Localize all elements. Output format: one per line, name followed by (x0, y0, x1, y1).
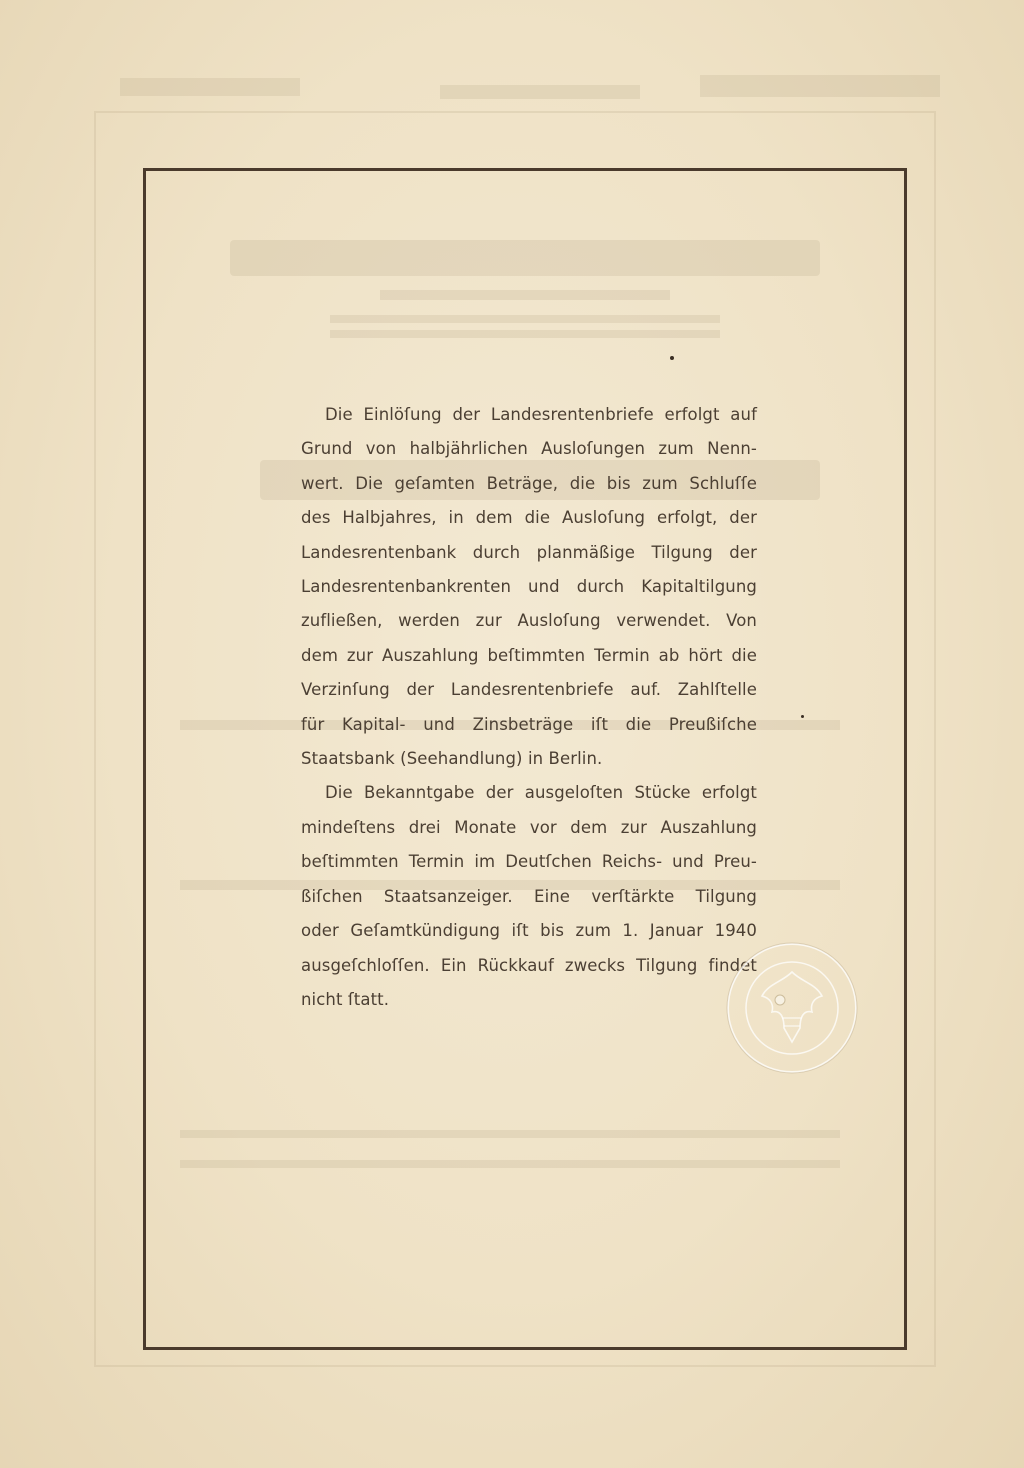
text-line: beſtimmten Termin im Deutſchen Reichs- und Preu- (301, 852, 757, 872)
text-line: nicht ſtatt. (301, 989, 390, 1009)
text-line: für Kapital- und Zinsbeträge iſt die Preußiſche (301, 714, 757, 734)
text-line: Landesrentenbank durch planmäßige Tilgung der (301, 542, 757, 562)
paragraph-redemption (301, 398, 757, 776)
ink-speck (801, 715, 804, 718)
text-line: Die Bekanntgabe der ausgeloſten Stücke erfolgt (325, 783, 757, 803)
text-line: dem zur Auszahlung beſtimmten Termin ab hört die (301, 645, 757, 665)
text-line: Die Einlöſung der Landesrentenbriefe erfolgt auf (325, 405, 757, 424)
text-line: wert. Die geſamten Beträge, die bis zum Schluſſe (301, 473, 757, 493)
text-line: Staatsbank (Seehandlung) in Berlin. (301, 749, 603, 769)
paragraph-announcement (301, 776, 757, 1017)
text-line: Grund von halbjährlichen Ausloſungen zum Nenn- (301, 439, 757, 459)
text-line: oder Geſamtkündigung iſt bis zum 1. Januar 1940 (301, 921, 757, 941)
ink-speck (670, 356, 674, 360)
text-line: des Halbjahres, in dem die Ausloſung erfolgt, der (301, 508, 757, 528)
redemption-terms-text (301, 398, 757, 1017)
text-line: zufließen, werden zur Ausloſung verwendet. Von (301, 611, 757, 631)
embossed-eagle-seal-icon (722, 938, 862, 1078)
text-line: mindeſtens drei Monate vor dem zur Auszahlung (301, 817, 757, 837)
text-line: Verzinſung der Landesrentenbriefe auf. Zahlſtelle (301, 680, 757, 700)
text-line: ßiſchen Staatsanzeiger. Eine verſtärkte Tilgung (301, 886, 757, 906)
text-line: Landesrentenbankrenten und durch Kapitaltilgung (301, 577, 757, 597)
text-line: ausgeſchloſſen. Ein Rückkauf zwecks Tilgung findet (301, 955, 757, 975)
